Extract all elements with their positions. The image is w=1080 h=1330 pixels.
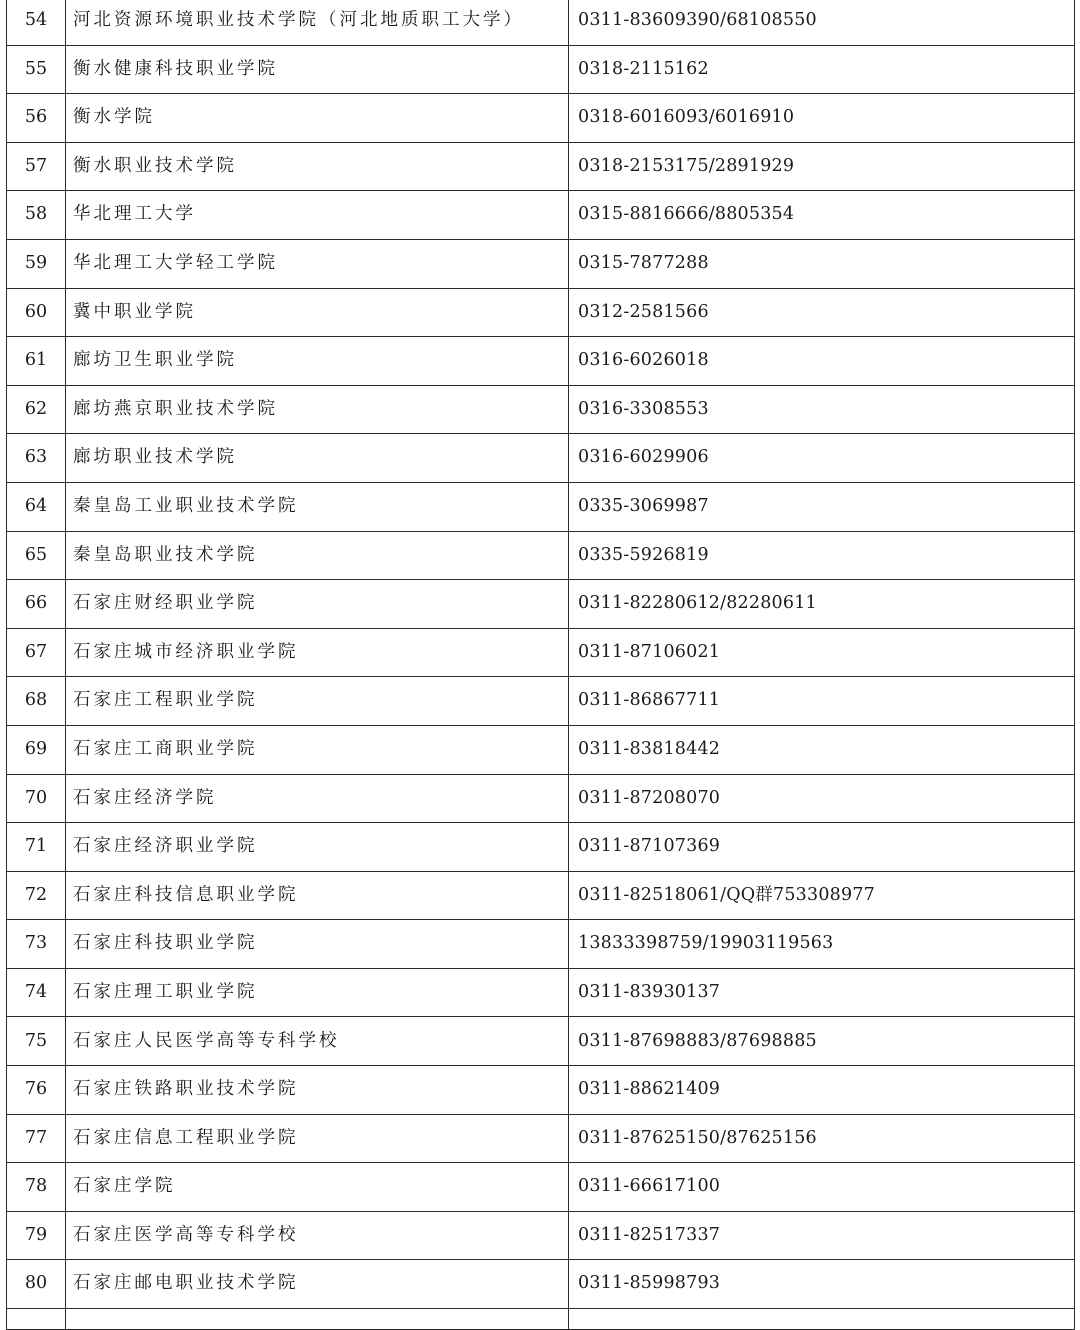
table-row [7,0,1075,45]
table-body [7,0,1075,1330]
table-row [7,385,1075,434]
phone-number-cell [569,1309,1075,1330]
table-row [7,1260,1075,1309]
phone-number: 0311-66617100 [569,1163,1075,1212]
table-row [7,677,1075,726]
table-row [7,1017,1075,1066]
phone-number: 0315-8816666/8805354 [569,191,1075,240]
table-row [7,823,1075,872]
row-number: 63 [7,434,66,483]
table-row [7,337,1075,386]
row-number: 60 [7,288,66,337]
college-name: 冀中职业学院 [66,288,569,337]
phone-number: 0312-2581566 [569,288,1075,337]
table-row [7,628,1075,677]
table-row [7,434,1075,483]
phone-number: 0335-5926819 [569,531,1075,580]
table-row [7,239,1075,288]
phone-number: 0311-87625150/87625156 [569,1114,1075,1163]
table-row [7,142,1075,191]
table-row [7,1211,1075,1260]
college-name: 石家庄工程职业学院 [66,677,569,726]
row-number: 57 [7,142,66,191]
phone-number: 0311-85998793 [569,1260,1075,1309]
phone-number: 0318-2115162 [569,45,1075,94]
row-number: 58 [7,191,66,240]
phone-number: 0311-87107369 [569,823,1075,872]
table-row [7,1163,1075,1212]
table-row [7,968,1075,1017]
college-name-cell [66,1309,569,1330]
college-name: 石家庄科技信息职业学院 [66,871,569,920]
row-number: 66 [7,580,66,629]
table-row [7,920,1075,969]
row-number-cell [7,1309,66,1330]
table-row [7,1066,1075,1115]
row-number: 72 [7,871,66,920]
college-name: 石家庄科技职业学院 [66,920,569,969]
college-name: 廊坊职业技术学院 [66,434,569,483]
row-number: 77 [7,1114,66,1163]
row-number: 80 [7,1260,66,1309]
phone-number: 0311-83818442 [569,725,1075,774]
college-name: 华北理工大学轻工学院 [66,239,569,288]
phone-number: 0311-82517337 [569,1211,1075,1260]
row-number: 56 [7,94,66,143]
college-name: 石家庄学院 [66,1163,569,1212]
row-number: 59 [7,239,66,288]
college-name: 石家庄铁路职业技术学院 [66,1066,569,1115]
college-name: 廊坊燕京职业技术学院 [66,385,569,434]
row-number: 78 [7,1163,66,1212]
college-name: 石家庄信息工程职业学院 [66,1114,569,1163]
table-row [7,191,1075,240]
phone-number: 0311-87106021 [569,628,1075,677]
phone-number: 0316-3308553 [569,385,1075,434]
row-number: 64 [7,482,66,531]
table-row [7,45,1075,94]
row-number: 76 [7,1066,66,1115]
row-number: 62 [7,385,66,434]
row-number: 70 [7,774,66,823]
table-row [7,531,1075,580]
row-number: 69 [7,725,66,774]
phone-number: 0311-87698883/87698885 [569,1017,1075,1066]
college-name: 华北理工大学 [66,191,569,240]
row-number: 75 [7,1017,66,1066]
phone-number: 0316-6026018 [569,337,1075,386]
college-name: 石家庄城市经济职业学院 [66,628,569,677]
college-contact-table [6,0,1075,1330]
college-name: 石家庄医学高等专科学校 [66,1211,569,1260]
college-name: 廊坊卫生职业学院 [66,337,569,386]
phone-number: 0311-87208070 [569,774,1075,823]
table-row [7,580,1075,629]
table-row [7,725,1075,774]
college-name: 石家庄工商职业学院 [66,725,569,774]
table-row [7,288,1075,337]
phone-number: 0311-82518061/QQ群753308977 [569,871,1075,920]
row-number: 73 [7,920,66,969]
row-number: 65 [7,531,66,580]
college-name: 石家庄邮电职业技术学院 [66,1260,569,1309]
college-name: 衡水职业技术学院 [66,142,569,191]
row-number: 55 [7,45,66,94]
phone-number: 0316-6029906 [569,434,1075,483]
college-name: 石家庄理工职业学院 [66,968,569,1017]
college-name: 石家庄财经职业学院 [66,580,569,629]
phone-number: 0311-86867711 [569,677,1075,726]
college-name: 衡水学院 [66,94,569,143]
table-row [7,871,1075,920]
college-name: 石家庄经济学院 [66,774,569,823]
college-name: 秦皇岛职业技术学院 [66,531,569,580]
phone-number: 0318-2153175/2891929 [569,142,1075,191]
college-name: 石家庄人民医学高等专科学校 [66,1017,569,1066]
row-number: 61 [7,337,66,386]
college-name: 秦皇岛工业职业技术学院 [66,482,569,531]
row-number: 67 [7,628,66,677]
row-number: 68 [7,677,66,726]
table-row [7,774,1075,823]
row-number: 79 [7,1211,66,1260]
row-number: 71 [7,823,66,872]
phone-number: 0318-6016093/6016910 [569,94,1075,143]
row-number: 74 [7,968,66,1017]
contact-table-container [6,0,1074,1330]
phone-number: 0311-88621409 [569,1066,1075,1115]
table-row [7,1114,1075,1163]
phone-number: 0311-83609390/68108550 [569,0,1075,45]
phone-number: 0315-7877288 [569,239,1075,288]
table-row [7,94,1075,143]
phone-number: 0311-83930137 [569,968,1075,1017]
table-row-partial [7,1309,1075,1330]
phone-number: 0311-82280612/82280611 [569,580,1075,629]
row-number: 54 [7,0,66,45]
college-name: 衡水健康科技职业学院 [66,45,569,94]
table-row [7,482,1075,531]
phone-number: 13833398759/19903119563 [569,920,1075,969]
college-name: 石家庄经济职业学院 [66,823,569,872]
college-name: 河北资源环境职业技术学院（河北地质职工大学） [66,0,569,45]
phone-number: 0335-3069987 [569,482,1075,531]
